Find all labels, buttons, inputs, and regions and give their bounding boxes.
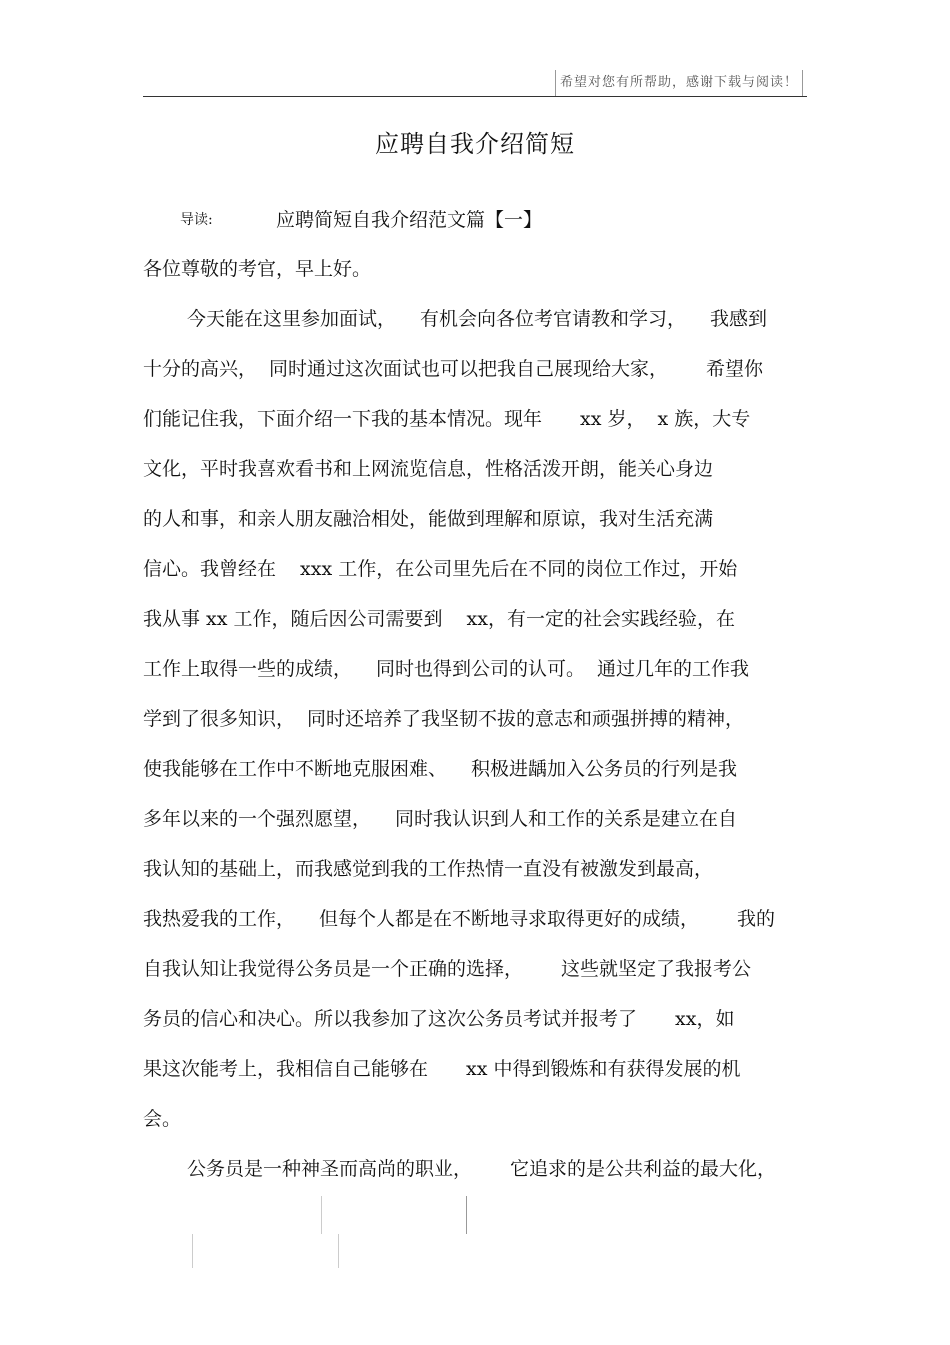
- header-rule: [143, 96, 807, 97]
- text-fragment: 我认知的基础上，而我感觉到我的工作热情一直没有被激发到最高，: [143, 858, 714, 880]
- text-line: [143, 450, 807, 500]
- text-line: [143, 900, 807, 950]
- text-line: [143, 850, 807, 900]
- text-fragment: 希望你: [706, 358, 764, 380]
- text-line: [143, 500, 807, 550]
- text-line: [143, 400, 807, 450]
- text-fragment: 使我能够在工作中不断地克服困难、: [143, 758, 448, 780]
- text-fragment: 但每个人都是在不断地寻求取得更好的成绩，: [319, 908, 700, 930]
- text-line: [143, 800, 807, 850]
- text-line: [143, 950, 807, 1000]
- text-fragment: 同时还培养了我坚韧不拔的意志和顽强拼搏的精神，: [307, 708, 745, 730]
- text-line: [143, 550, 807, 600]
- text-fragment: 我感到: [710, 308, 768, 330]
- text-line: [143, 700, 807, 750]
- text-fragment: 它追求的是公共利益的最大化，: [510, 1158, 777, 1180]
- text-fragment: xx 岁，: [580, 408, 646, 430]
- lead-label: 导读:: [180, 212, 213, 228]
- text-fragment: x 族，大专: [657, 408, 751, 430]
- lead: [180, 205, 780, 235]
- text-line: [143, 1150, 807, 1200]
- text-fragment: 我的: [737, 908, 776, 930]
- text-fragment: 同时我认识到人和工作的关系是建立在自: [395, 808, 738, 830]
- text-line: [143, 1100, 807, 1150]
- text-fragment: 会。: [143, 1108, 182, 1130]
- text-fragment: 这些就坚定了我报考公: [561, 958, 752, 980]
- text-fragment: 同时也得到公司的认可。: [376, 658, 586, 680]
- text-fragment: 各位尊敬的考官，早上好。: [143, 258, 372, 280]
- text-line: [143, 1050, 807, 1100]
- text-fragment: 果这次能考上，我相信自己能够在: [143, 1058, 429, 1080]
- text-fragment: 我从事 xx 工作，随后因公司需要到: [143, 608, 443, 630]
- text-fragment: 积极进龋加入公务员的行列是我: [471, 758, 738, 780]
- text-line: [143, 300, 807, 350]
- text-fragment: 同时通过这次面试也可以把我自己展现给大家，: [269, 358, 669, 380]
- text-fragment: 十分的高兴，: [143, 358, 258, 380]
- text-fragment: 学到了很多知识，: [143, 708, 296, 730]
- text-fragment: 文化，平时我喜欢看书和上网流览信息，性格活泼开朗，能关心身边: [143, 458, 714, 480]
- text-fragment: 多年以来的一个强烈愿望，: [143, 808, 372, 830]
- text-fragment: 有机会向各位考官请教和学习，: [420, 308, 687, 330]
- text-fragment: 自我认知让我觉得公务员是一个正确的选择，: [143, 958, 524, 980]
- scan-mark: [466, 1196, 467, 1234]
- text-fragment: 务员的信心和决心。所以我参加了这次公务员考试并报考了: [143, 1008, 638, 1030]
- text-fragment: xx，如: [675, 1008, 735, 1030]
- text-fragment: 的人和事，和亲人朋友融洽相处，能做到理解和原谅，我对生活充满: [143, 508, 714, 530]
- text-fragment: xx，有一定的社会实践经验，在: [466, 608, 735, 630]
- text-line: [143, 750, 807, 800]
- text-fragment: xxx 工作，在公司里先后在不同的岗位工作过，开始: [300, 558, 738, 580]
- text-line: [143, 600, 807, 650]
- text-fragment: 公务员是一种神圣而高尚的职业，: [187, 1158, 473, 1180]
- text-fragment: 信心。我曾经在: [143, 558, 277, 580]
- document-title: 应聘自我介绍简短: [375, 130, 575, 158]
- header-note: 希望对您有所帮助，感谢下载与阅读！: [555, 70, 803, 96]
- text-line: [143, 650, 807, 700]
- scan-mark: [338, 1234, 339, 1268]
- text-fragment: xx 中得到锻炼和有获得发展的机: [466, 1058, 741, 1080]
- document-body: [143, 250, 807, 1200]
- lead-text: 应聘简短自我介绍范文篇【一】: [276, 209, 543, 231]
- text-fragment: 工作上取得一些的成绩，: [143, 658, 353, 680]
- text-line: [143, 350, 807, 400]
- text-fragment: 通过几年的工作我: [597, 658, 750, 680]
- scan-mark: [321, 1196, 322, 1234]
- text-fragment: 我热爱我的工作，: [143, 908, 296, 930]
- text-fragment: 今天能在这里参加面试，: [187, 308, 397, 330]
- text-line: [143, 250, 807, 300]
- scan-mark: [192, 1234, 193, 1268]
- text-line: [143, 1000, 807, 1050]
- text-fragment: 们能记住我，下面介绍一下我的基本情况。现年: [143, 408, 543, 430]
